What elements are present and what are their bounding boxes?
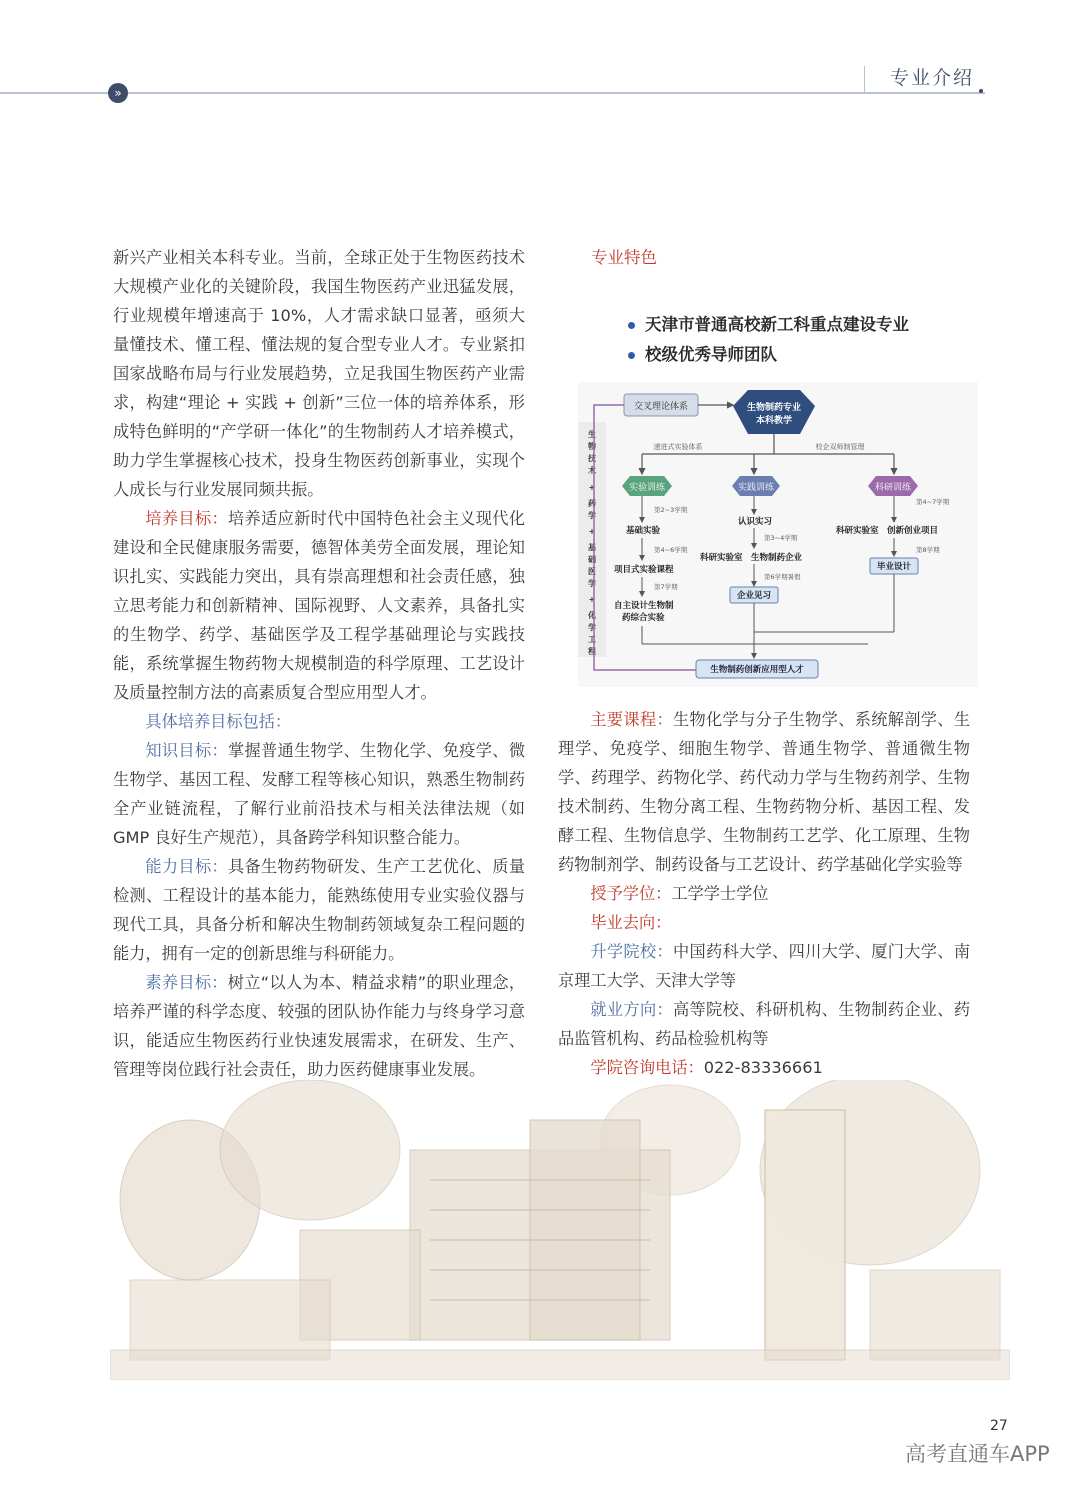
knowledge-text: 掌握普通生物学、生物化学、免疫学、微生物学、基因工程、发酵工程等核心知识，熟悉生物制药全产业链流程，了解行业前沿技术与相关法律法规（如 GMP 良好生产规范），具备跨学科知识整合能力。 (113, 741, 526, 847)
svg-text:础: 础 (588, 555, 596, 564)
right-branch-label: 校企双师制管理 (815, 443, 865, 451)
goal-paragraph (113, 504, 525, 707)
output-talent: 生物制药创新应用型人才 (710, 665, 804, 675)
employ-paragraph (558, 995, 970, 1053)
page-number: 27 (990, 1418, 1008, 1434)
further-text: 中国药科大学、四川大学、厦门大学、南京理工大学、天津大学等 (558, 942, 971, 990)
sem-7: 第7学期 (654, 583, 678, 591)
training-system-diagram (578, 382, 978, 687)
awareness-intern: 认识实习 (738, 517, 773, 527)
bullet-dot-icon (628, 352, 635, 359)
sem-8: 第8学期 (916, 546, 940, 554)
sem-4-7: 第4~7学期 (916, 498, 950, 506)
basic-exp: 基础实验 (626, 526, 661, 536)
degree-label: 授予学位： (590, 884, 672, 903)
left-branch-label: 递进式实验体系 (653, 443, 703, 451)
features-bullets (628, 310, 909, 370)
sem-2-3: 第2~3学期 (654, 506, 688, 514)
career-heading (558, 908, 970, 937)
courses-paragraph (558, 705, 970, 879)
specific-goals-heading: 具体培养目标包括： (145, 712, 292, 731)
center-line-1: 生物制药专业 (746, 403, 802, 413)
design-line-1: 自主设计生物制 (614, 601, 674, 611)
degree-text: 工学学士学位 (671, 884, 769, 903)
employ-text: 高等院校、科研机构、生物制药企业、药品监管机构、药品检验机构等 (558, 1000, 971, 1048)
svg-text:术: 术 (588, 466, 596, 475)
phone-label: 学院咨询电话： (590, 1058, 704, 1077)
svg-text:医: 医 (588, 567, 596, 576)
svg-text:学: 学 (588, 579, 596, 588)
header-dot (979, 89, 983, 93)
svg-text:物: 物 (588, 442, 596, 451)
goal-label: 培养目标： (145, 509, 228, 528)
knowledge-paragraph (113, 736, 525, 852)
res-training: 科研训练 (874, 483, 912, 493)
right-column (558, 705, 970, 1082)
svg-text:+: + (588, 527, 596, 536)
courses-label: 主要课程： (590, 710, 673, 729)
career-label: 毕业去向： (590, 913, 672, 932)
svg-text:化: 化 (588, 611, 596, 620)
cross-theory-box: 交叉理论体系 (633, 402, 689, 412)
feature-bullet: 校级优秀导师团队 (628, 340, 909, 370)
svg-text:技: 技 (588, 454, 596, 463)
svg-text:+: + (588, 595, 596, 604)
section-title: 专业介绍 (890, 67, 975, 89)
svg-text:药: 药 (588, 499, 596, 508)
feature-bullet: 天津市普通高校新工科重点建设专业 (628, 310, 909, 340)
knowledge-label: 知识目标： (145, 741, 228, 760)
svg-text:基: 基 (588, 543, 596, 552)
lab-innovation: 科研实验室 创新创业项目 (836, 526, 939, 536)
header-separator (864, 66, 865, 92)
further-paragraph (558, 937, 970, 995)
phone-text: 022-83336661 (703, 1058, 823, 1077)
further-label: 升学院校： (590, 942, 673, 961)
exp-training: 实验训练 (628, 483, 666, 493)
sem-6: 第6学期暑假 (764, 573, 801, 581)
courses-text: 生物化学与分子生物学、系统解剖学、生理学、免疫学、细胞生物学、普通生物学、普通微生物学、药理学、药物化学、药代动力学与生物药剂学、生物技术制药、生物分离工程、生物药物分析、基因工程、发酵工程、生物信息学、生物制药工艺学、化工原理、生物药物制剂学、制药设备与工艺设计、药学基础化学实验等 (558, 710, 971, 874)
prac-training: 实践训练 (737, 483, 775, 493)
svg-text:工: 工 (588, 635, 596, 644)
ability-label: 能力目标： (145, 857, 228, 876)
goal-text: 培养适应新时代中国特色社会主义现代化建设和全民健康服务需要，德智体美劳全面发展，理论知识扎实、实践能力突出，具有崇高理想和社会责任感，独立思考能力和创新精神、国际视野、人文素养，具备扎实的生物学、药学、基础医学及工程学基础理论与实践技能，系统掌握生物药物大规模制造的科学原理、工艺设计及质量控制方法的高素质复合型应用型人才。 (113, 509, 526, 702)
intro-paragraph: 新兴产业相关本科专业。当前，全球正处于生物医药技术大规模产业化的关键阶段，我国生物医药产业迅猛发展，行业规模年增速高于 10%，人才需求缺口显著，亟须大量懂技术、懂工程、懂法规的复合型专业人才。专业紧扣国家战略布局与行业发展趋势，立足我国生物医药产业需求，构建“理论 + 实践 + 创新”三位一体的培养体系，形成特色鲜明的“产学研一体化”的生物制药人才培养模式，助力学生掌握核心技术，投身生物医药创新事业，实现个人成长与行业发展同频共振。 (113, 248, 525, 499)
watermark-brand: 高考直通车APP (905, 1442, 1050, 1466)
svg-text:程: 程 (588, 647, 596, 656)
sem-4-6: 第4~6学期 (654, 546, 688, 554)
phone-paragraph (558, 1053, 970, 1082)
ability-text: 具备生物药物研发、生产工艺优化、质量检测、工程设计的基本能力，能熟练使用专业实验仪器与现代工具，具备分析和解决生物制药领域复杂工程问题的能力，拥有一定的创新思维与科研能力。 (113, 857, 526, 963)
svg-text:生: 生 (588, 430, 596, 439)
bullet-dot-icon (628, 322, 635, 329)
graduation-design: 毕业设计 (876, 562, 912, 572)
ability-paragraph (113, 852, 525, 968)
lab-enterprise: 科研实验室 生物制药企业 (700, 553, 803, 563)
svg-text:学: 学 (588, 623, 596, 632)
quality-text: 树立“以人为本、精益求精”的职业理念，培养严谨的科学态度、较强的团队协作能力与终身学习意识，能适应生物医药行业快速发展需求，在研发、生产、管理等岗位践行社会责任，助力医药健康事业发展。 (113, 973, 526, 1079)
campus-sketch-illustration (110, 1080, 1010, 1380)
header-rule (0, 92, 985, 94)
quality-paragraph (113, 968, 525, 1084)
design-line-2: 药综合实验 (622, 613, 665, 623)
project-course: 项目式实验课程 (614, 565, 674, 575)
features-title: 专业特色 (591, 248, 657, 267)
quality-label: 素养目标： (145, 973, 228, 992)
center-line-2: 本科教学 (755, 416, 793, 426)
employ-label: 就业方向： (590, 1000, 673, 1019)
enterprise-intern: 企业见习 (736, 591, 772, 601)
sem-3-4: 第3~4学期 (764, 534, 798, 542)
left-column (113, 243, 525, 1084)
svg-text:学: 学 (588, 511, 596, 520)
degree-paragraph (558, 879, 970, 908)
double-chevron-icon: » (108, 83, 128, 103)
svg-text:+: + (588, 483, 596, 492)
